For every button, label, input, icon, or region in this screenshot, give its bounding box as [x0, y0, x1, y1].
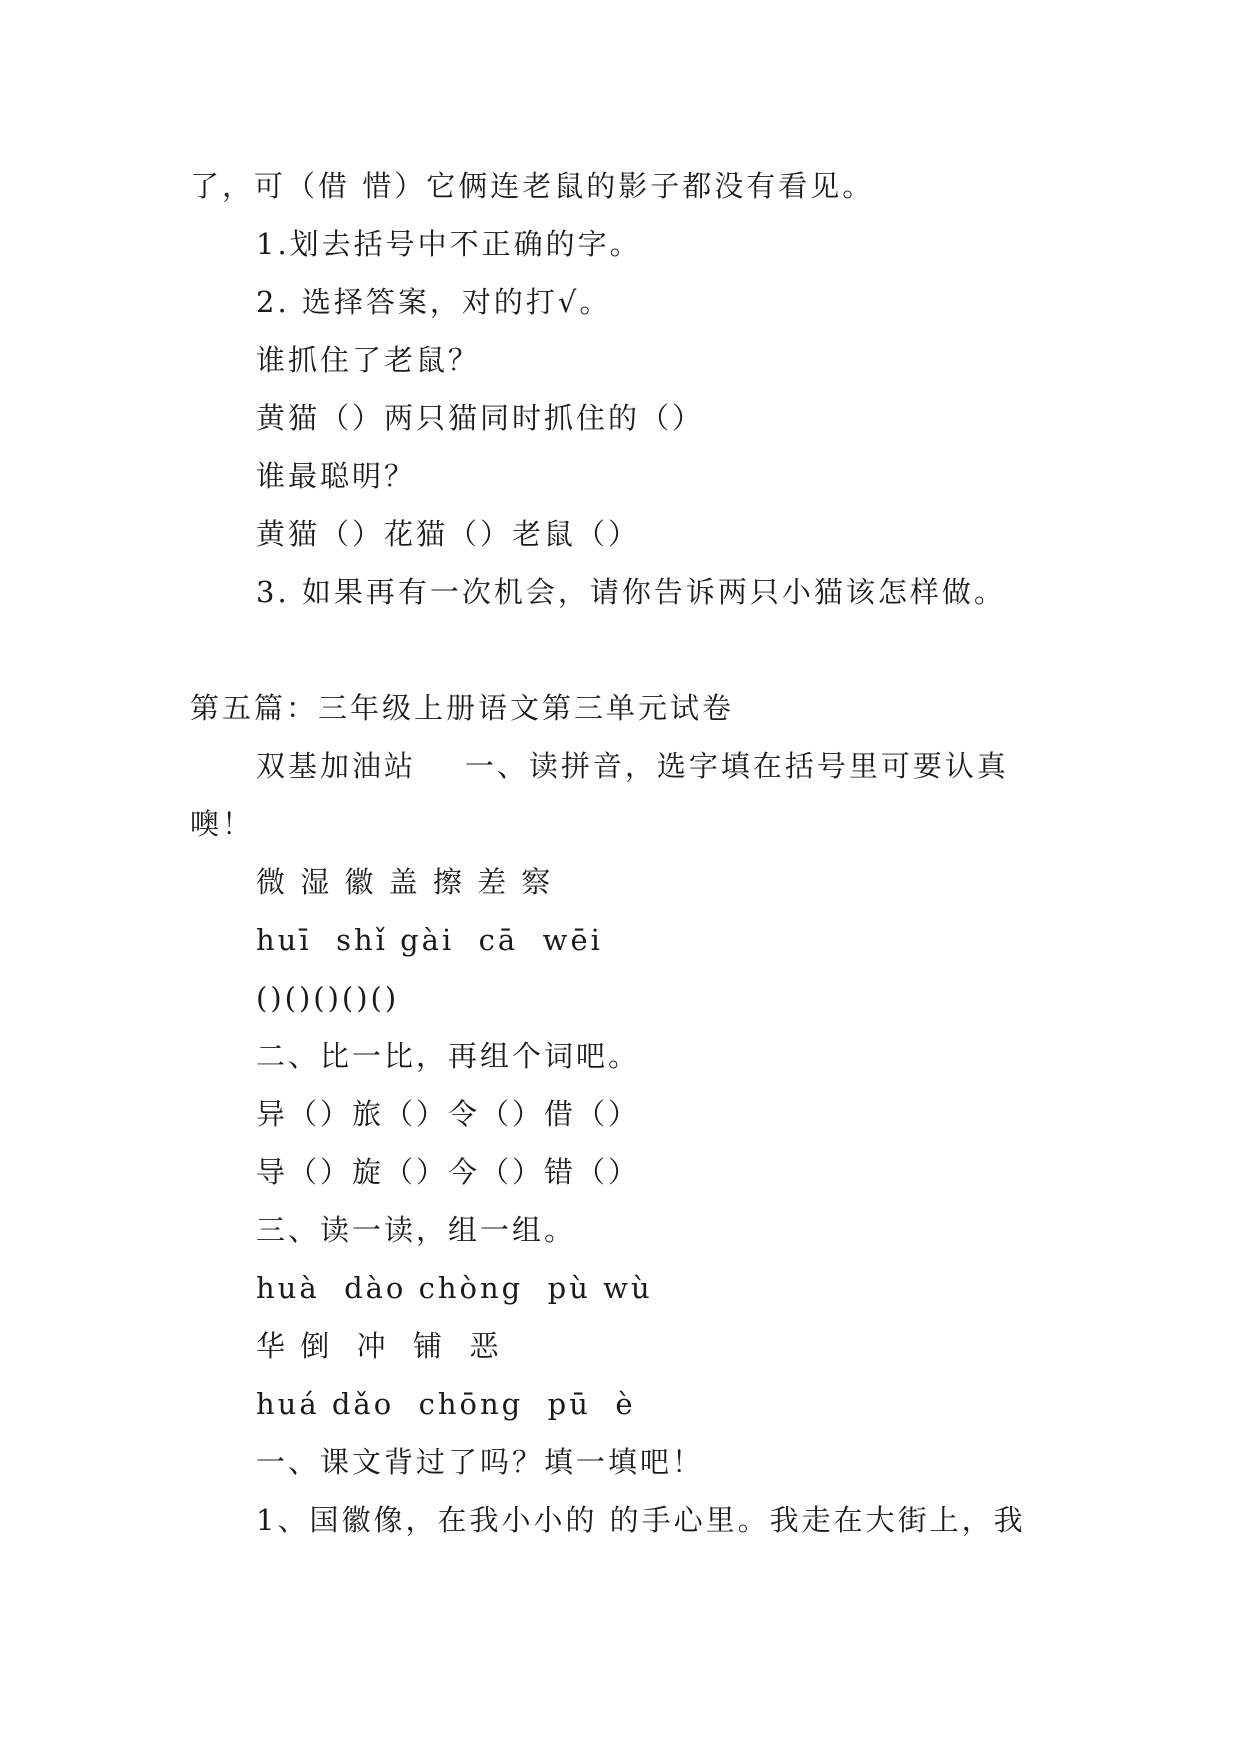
- text-line: 1、国徽像，在我小小的 的手心里。我走在大街上，我: [256, 1503, 1026, 1537]
- exercise-heading: 三、读一读，组一组。: [256, 1213, 577, 1247]
- answer-options: 黄猫（）花猫（）老鼠（）: [256, 517, 641, 551]
- pinyin-line: huī shǐ gài cā wēi: [256, 923, 603, 957]
- blank-parentheses: ()()()()(): [256, 981, 400, 1015]
- exercise-heading: 双基加油站 一、读拼音，选字填在括号里可要认真: [256, 749, 1009, 783]
- exercise-heading: 二、比一比，再组个词吧。: [256, 1039, 641, 1073]
- sub-question: 谁最聪明？: [256, 459, 417, 493]
- word-pairs: 导（）旋（）今（）错（）: [256, 1155, 641, 1189]
- character-list: 微 湿 徽 盖 擦 差 察: [256, 865, 554, 899]
- pinyin-line: huà dào chòng pù wù: [256, 1271, 653, 1305]
- question-1: 1.划去括号中不正确的字。: [256, 227, 642, 261]
- question-3: 3. 如果再有一次机会，请你告诉两只小猫该怎样做。: [256, 575, 1006, 609]
- pinyin-line: huá dǎo chōng pū è: [256, 1387, 636, 1421]
- exercise-heading: 一、课文背过了吗？填一填吧！: [256, 1445, 705, 1479]
- answer-options: 黄猫（）两只猫同时抓住的（）: [256, 401, 705, 435]
- character-list: 华 倒 冲 铺 恶: [256, 1329, 502, 1363]
- section-title: 第五篇：三年级上册语文第三单元试卷: [190, 691, 735, 725]
- sub-question: 谁抓住了老鼠？: [256, 343, 481, 377]
- text-line: 了，可（借 惜）它俩连老鼠的影子都没有看见。: [190, 169, 875, 203]
- word-pairs: 异（）旅（）令（）借（）: [256, 1097, 641, 1131]
- text-line: 噢！: [190, 807, 255, 841]
- question-2: 2. 选择答案，对的打√。: [256, 285, 612, 319]
